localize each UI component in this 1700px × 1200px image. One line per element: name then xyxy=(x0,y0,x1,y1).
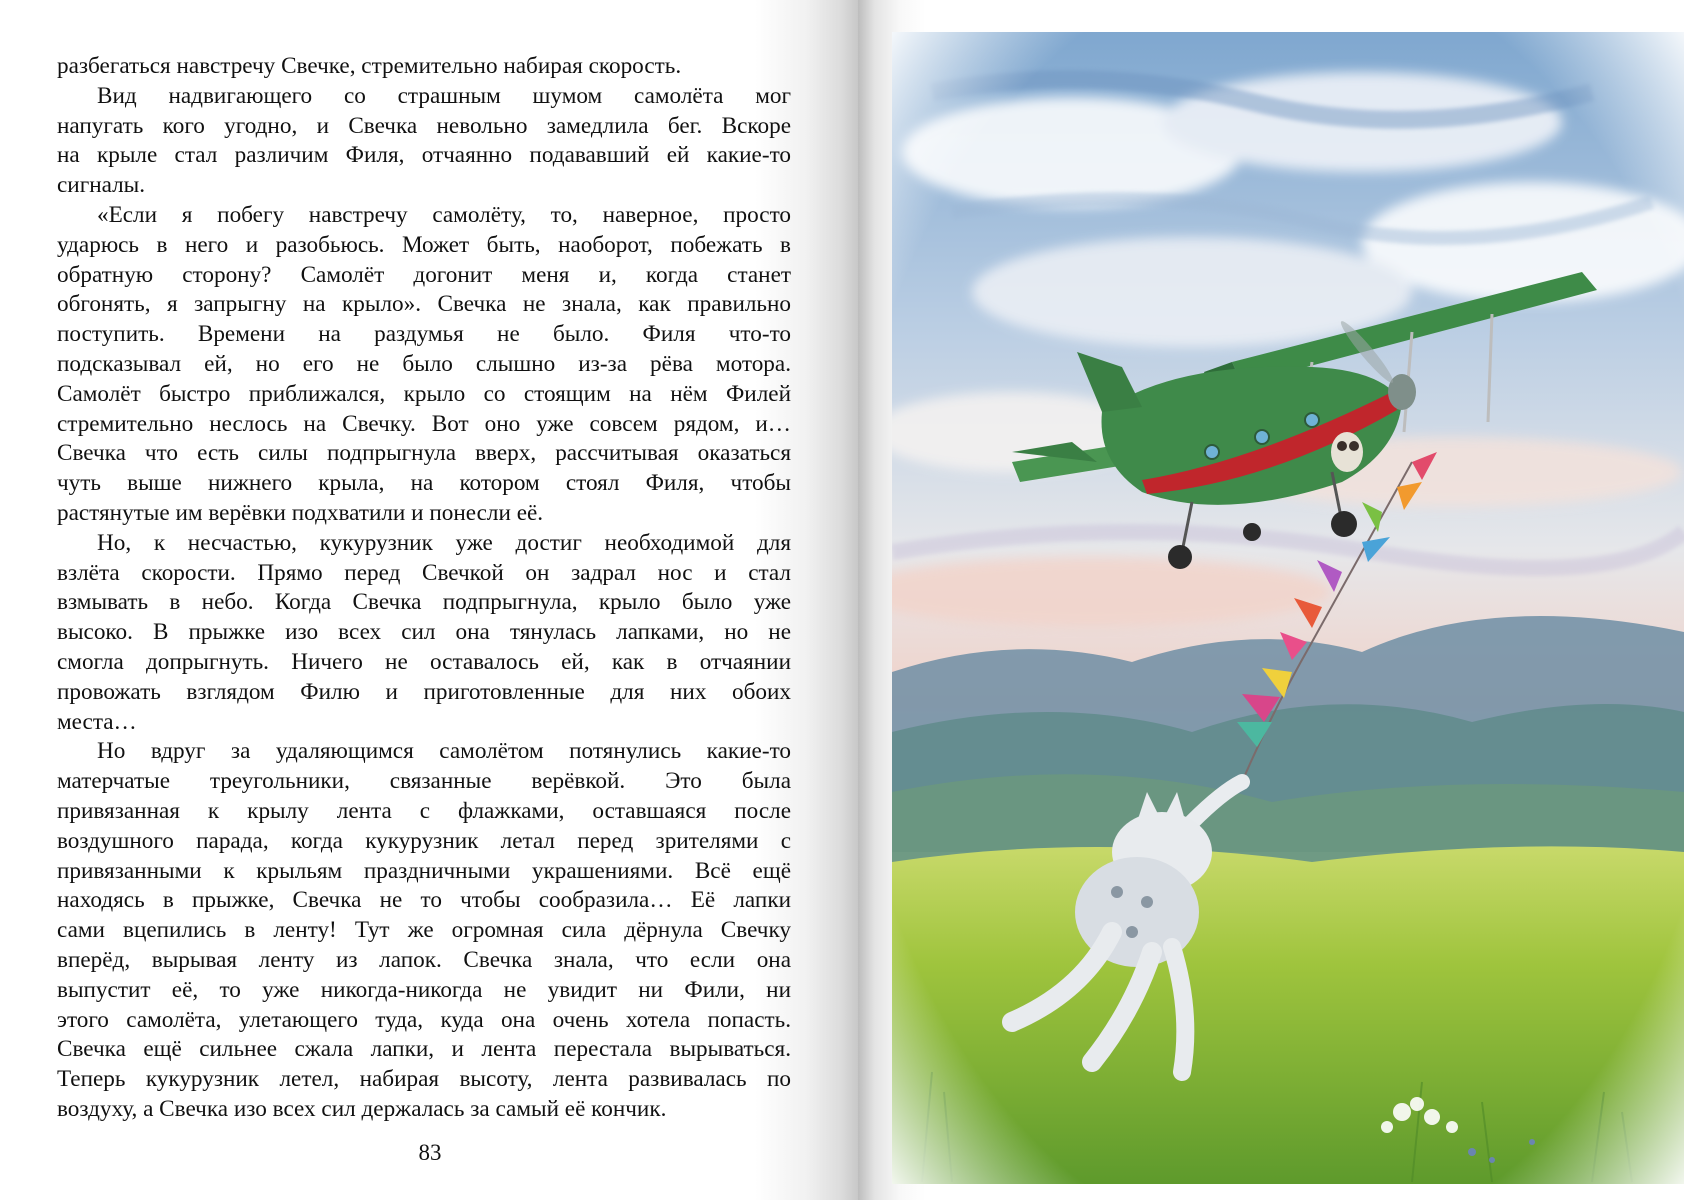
text-line: Самолёт быстро приближался, крыло со стоящим на нём Филей xyxy=(57,380,791,407)
text-line: напугать кого угодно, и Свечка невольно замедлила бег. Вскоре xyxy=(57,112,791,139)
text-line: матерчатые треугольники, связанные верёвкой. Это была xyxy=(57,768,791,795)
text-line: места… xyxy=(57,708,137,735)
text-line: выпустит её, то уже никогда-никогда не увидит ни Фили, ни xyxy=(57,976,791,1003)
text-line: на крыле стал различим Филя, отчаянно подававший ей какие-то xyxy=(57,142,791,169)
text-line: Но вдруг за удаляющимся самолётом потянулись какие-то xyxy=(97,738,791,765)
text-line: взмывать в небо. Когда Свечка подпрыгнула, крыло было уже xyxy=(57,589,791,616)
text-line: этого самолёта, улетающего туда, куда она очень хотела попасть. xyxy=(57,1006,791,1033)
text-line: подсказывал ей, но его не было слышно из-за рёва мотора. xyxy=(57,350,791,377)
page-number: 83 xyxy=(418,1140,442,1165)
text-line: находясь в прыжке, Свечка не то чтобы сообразила… Её лапки xyxy=(57,887,791,914)
text-line: воздуху, а Свечка изо всех сил держалась за самый её кончик. xyxy=(57,1095,667,1122)
text-line: сами вцепились в ленту! Тут же огромная сила дёрнула Свечку xyxy=(57,917,791,944)
text-line: обгонять, я запрыгну на крыло». Свечка не знала, как правильно xyxy=(57,291,791,318)
text-line: воздушного парада, когда кукурузник летал перед зрителями с xyxy=(57,827,791,854)
text-line: высоко. В прыжке изо всех сил она тянулась лапками, но не xyxy=(57,619,791,646)
text-line: Свечка ещё сильнее сжала лапки, и лента перестала вырываться. xyxy=(57,1036,791,1063)
story-text xyxy=(57,52,791,1125)
text-line: «Если я побегу навстречу самолёту, то, наверное, просто xyxy=(97,201,791,228)
text-line: привязанными к крыльям праздничными украшениями. Всё ещё xyxy=(57,857,791,884)
text-line: разбегаться навстречу Свечке, стремительно набирая скорость. xyxy=(57,53,682,79)
text-line: чуть выше нижнего крыла, на котором стоял Филя, чтобы xyxy=(57,470,791,497)
watercolor-illustration-icon xyxy=(892,32,1684,1184)
text-line: Свечка что есть силы подпрыгнула вверх, рассчитывая оказаться xyxy=(57,440,791,467)
text-line: поступить. Времени на раздумья не было. Филя что-то xyxy=(57,321,791,348)
text-line: привязанная к крылу лента с флажками, оставшаяся после xyxy=(57,797,791,824)
text-line: ударюсь в него и разобьюсь. Может быть, наоборот, побежать в xyxy=(57,231,791,258)
text-line: стремительно неслось на Свечку. Вот оно уже совсем рядом, и… xyxy=(57,410,791,437)
text-line: вперёд, вырывая ленту из лапок. Свечка знала, что если она xyxy=(57,946,791,973)
text-line: взлёта скорости. Прямо перед Свечкой он задрал нос и стал xyxy=(57,559,791,586)
text-line: Но, к несчастью, кукурузник уже достиг необходимой для xyxy=(97,529,791,556)
text-line: обратную сторону? Самолёт догонит меня и, когда станет xyxy=(57,261,791,288)
text-line: Теперь кукурузник летел, набирая высоту, лента развивалась по xyxy=(57,1066,791,1093)
text-line: провожать взглядом Филю и приготовленные для них обоих xyxy=(57,678,791,705)
text-line: Вид надвигающего со страшным шумом самолёта мог xyxy=(97,82,791,109)
illustration xyxy=(892,32,1684,1184)
text-line: растянутые им верёвки подхватили и понесли её. xyxy=(57,499,544,526)
text-line: сигналы. xyxy=(57,172,146,199)
text-line: смогла допрыгнуть. Ничего не оставалось ей, как в отчаянии xyxy=(57,648,791,675)
